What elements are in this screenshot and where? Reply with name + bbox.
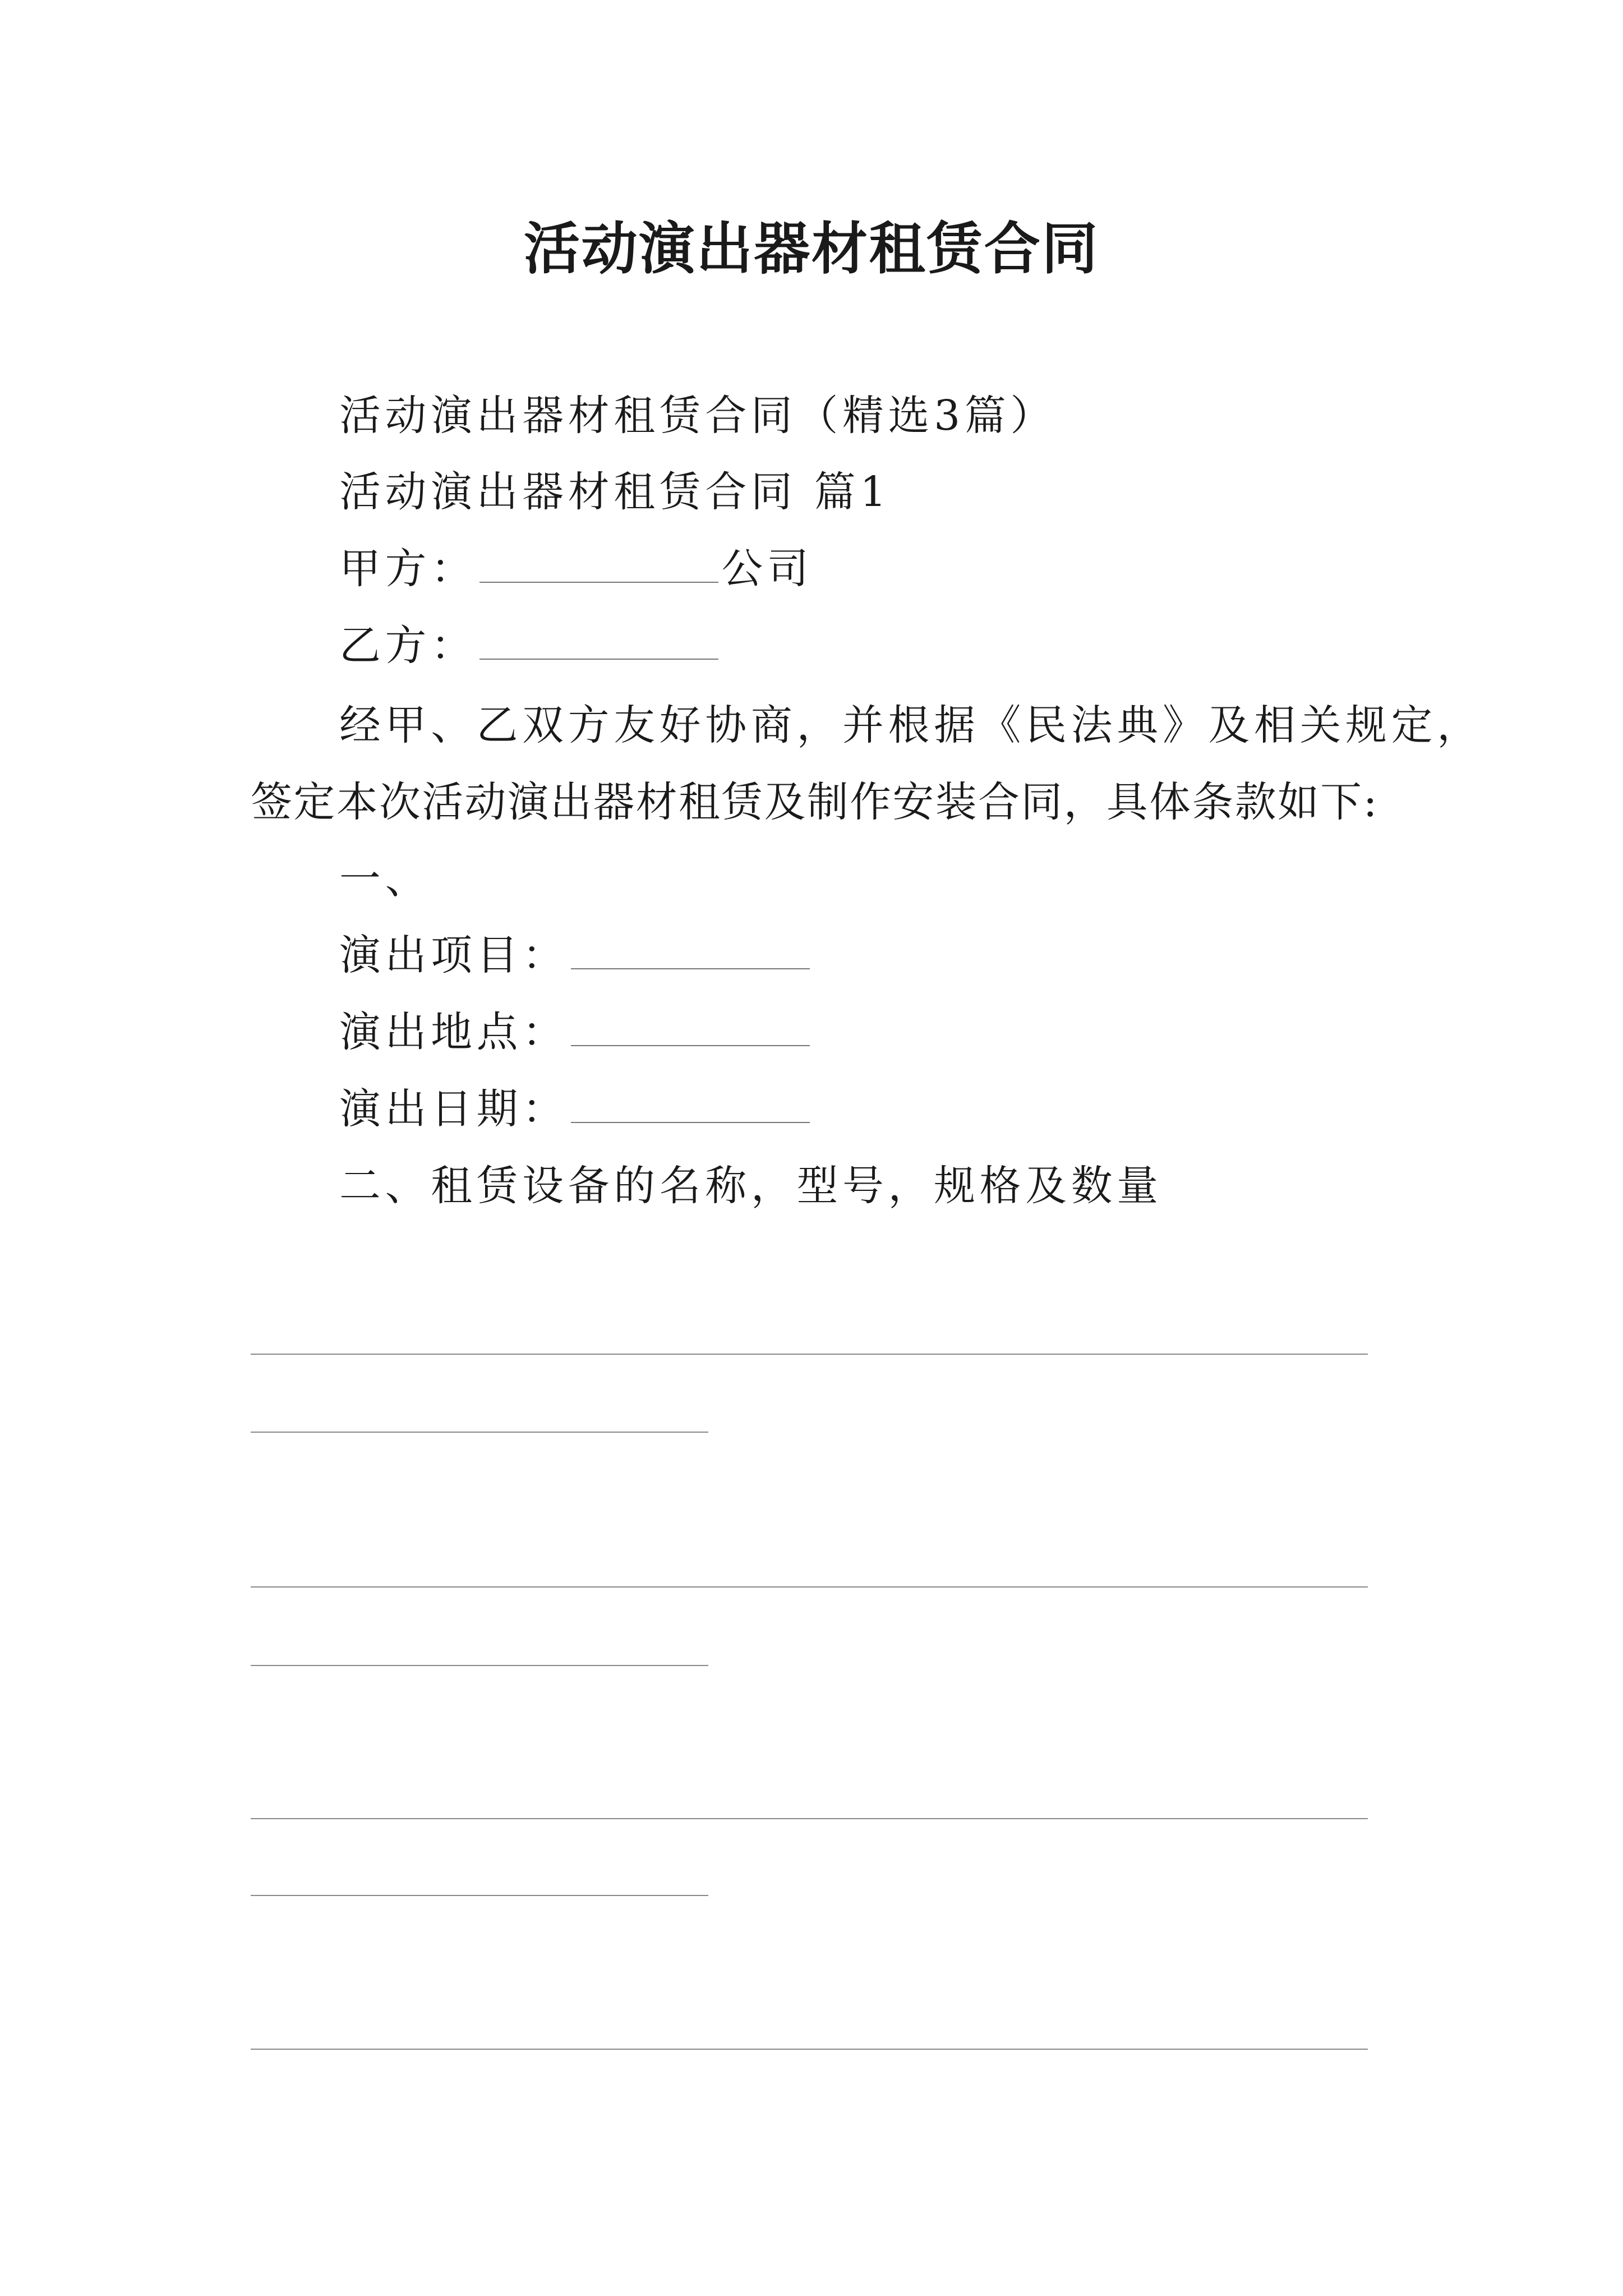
fill-in-rule [251, 1586, 1368, 1588]
party-b-label: 乙方： [339, 622, 477, 670]
document-subtitle: 活动演出器材租赁合同（精选3篇） [339, 392, 1057, 440]
document-title: 活动演出器材租赁合同 [523, 215, 1099, 282]
party-b-blank [479, 620, 718, 660]
part-heading: 活动演出器材租赁合同 篇1 [339, 468, 891, 517]
party-a-label: 甲方： [339, 545, 477, 593]
section-two-heading: 二、租赁设备的名称，型号，规格及数量 [339, 1162, 1163, 1210]
date-label: 演出日期： [339, 1085, 568, 1134]
fill-in-rule [251, 1354, 1368, 1355]
date-blank [571, 1084, 810, 1123]
intro-paragraph-line2: 签定本次活动演出器材租赁及制作安装合同，具体条款如下: [251, 778, 1379, 826]
date-line [339, 1083, 813, 1137]
project-line [339, 930, 813, 983]
project-label: 演出项目： [339, 932, 568, 980]
fill-in-rule [251, 1818, 1368, 1819]
party-a-blank [479, 544, 718, 583]
section-one-heading: 一、 [339, 855, 431, 903]
party-a-suffix: 公司 [721, 545, 813, 593]
fill-in-rule [251, 1895, 708, 1896]
project-blank [571, 930, 810, 969]
location-blank [571, 1007, 810, 1046]
location-label: 演出地点： [339, 1009, 568, 1057]
intro-paragraph-line1: 经甲、乙双方友好协商，并根据《民法典》及相关规定， [339, 702, 1483, 750]
fill-in-rule [251, 1665, 708, 1666]
party-b-line [339, 620, 721, 673]
fill-in-rule [251, 1432, 708, 1433]
party-a-line [339, 543, 813, 596]
location-line [339, 1006, 813, 1060]
fill-in-rule [251, 2049, 1368, 2050]
